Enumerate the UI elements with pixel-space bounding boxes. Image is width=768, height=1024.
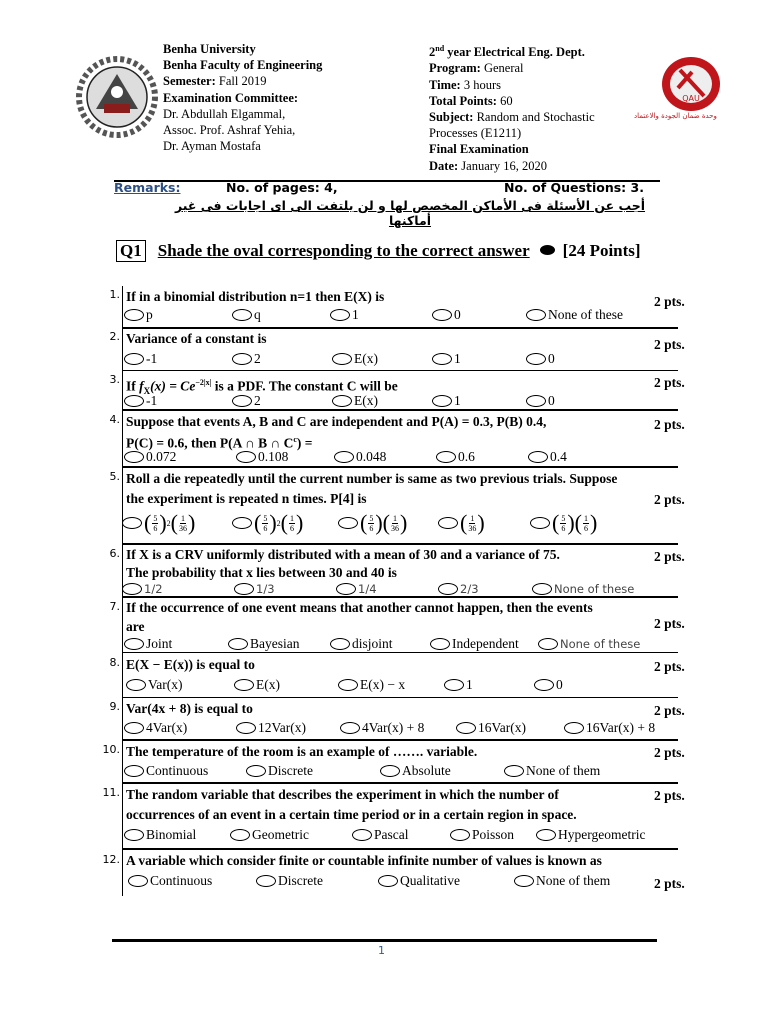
answer-option[interactable]: 2 bbox=[232, 393, 261, 409]
answer-oval[interactable] bbox=[444, 679, 464, 691]
question-text: If in a binomial distribution n=1 then E(X) is bbox=[126, 289, 385, 304]
answer-oval[interactable] bbox=[236, 722, 256, 734]
answer-oval[interactable] bbox=[124, 395, 144, 407]
answer-oval[interactable] bbox=[564, 722, 584, 734]
university-name: Benha University bbox=[163, 42, 256, 56]
answer-option[interactable]: Joint bbox=[124, 636, 172, 652]
answer-oval[interactable] bbox=[124, 353, 144, 365]
answer-oval[interactable] bbox=[432, 395, 452, 407]
question-text-line-2: are bbox=[126, 619, 145, 634]
answer-option[interactable]: -1 bbox=[124, 393, 157, 409]
answer-option[interactable]: 0.4 bbox=[528, 449, 567, 465]
subject: Subject: Random and Stochastic bbox=[429, 109, 595, 124]
answer-oval[interactable] bbox=[538, 638, 558, 650]
answer-oval[interactable] bbox=[234, 679, 254, 691]
question-text: If $f_X(x) = Ce^{-2|x|}$ is a PDF. The constant C will be bbox=[126, 378, 398, 397]
answer-option[interactable]: Pascal bbox=[352, 827, 409, 843]
answer-option[interactable]: Bayesian bbox=[228, 636, 300, 652]
answer-option[interactable]: disjoint bbox=[330, 636, 393, 652]
answer-option[interactable]: q bbox=[232, 307, 261, 323]
answer-oval[interactable] bbox=[246, 765, 266, 777]
answer-oval[interactable] bbox=[232, 353, 252, 365]
question-number: 5. bbox=[109, 470, 120, 483]
answer-oval[interactable] bbox=[234, 583, 254, 595]
header-right bbox=[429, 41, 595, 174]
answer-option[interactable]: None of these bbox=[526, 307, 623, 323]
answer-option[interactable]: p bbox=[124, 307, 153, 323]
answer-option[interactable]: 1 bbox=[330, 307, 359, 323]
question-number: 1. bbox=[109, 288, 120, 301]
question-text: Suppose that events A, B and C are independent and P(A) = 0.3, P(B) 0.4, bbox=[126, 414, 547, 429]
answer-option[interactable]: 2 bbox=[232, 351, 261, 367]
q1-title: Shade the oval corresponding to the correct answer bbox=[157, 241, 530, 260]
answer-oval[interactable] bbox=[438, 517, 458, 529]
answer-option[interactable]: None of them bbox=[504, 763, 600, 779]
question-number: 8. bbox=[109, 656, 120, 669]
q1-points: [24 Points] bbox=[562, 241, 641, 260]
answer-option[interactable]: Binomial bbox=[124, 827, 196, 843]
question-points: 2 pts. bbox=[654, 337, 685, 352]
question-points: 2 pts. bbox=[654, 549, 685, 564]
answer-oval[interactable] bbox=[338, 679, 358, 691]
total-points: Total Points: 60 bbox=[429, 93, 513, 108]
answer-option[interactable]: 0 bbox=[432, 307, 461, 323]
header-left bbox=[163, 41, 322, 154]
question-points: 2 pts. bbox=[654, 788, 685, 803]
footer-line bbox=[112, 939, 657, 942]
answer-oval[interactable] bbox=[230, 829, 250, 841]
answer-option[interactable]: 1 bbox=[444, 677, 473, 693]
answer-option[interactable]: ( $\frac{5}{6}$ ) ( $\frac{1}{36}$ ) bbox=[338, 512, 407, 534]
question-number: 2. bbox=[109, 330, 120, 343]
answer-oval[interactable] bbox=[536, 829, 556, 841]
committee-member: Dr. Ayman Mostafa bbox=[163, 139, 261, 154]
benha-university-logo bbox=[74, 54, 160, 140]
answer-oval[interactable] bbox=[332, 395, 352, 407]
filled-oval-icon bbox=[540, 245, 555, 255]
pages-count: No. of pages: 4, bbox=[226, 180, 338, 195]
remarks-label: Remarks: bbox=[114, 180, 181, 195]
subject-line-2: Processes (E1211) bbox=[429, 126, 522, 141]
answer-option[interactable]: 1 bbox=[432, 393, 461, 409]
answer-option[interactable]: E(x) − x bbox=[338, 677, 405, 693]
exam-date: Date: January 16, 2020 bbox=[429, 158, 548, 173]
exam-time: Time: 3 hours bbox=[429, 77, 501, 92]
faculty-name: Benha Faculty of Engineering bbox=[163, 58, 323, 73]
row-divider bbox=[122, 370, 678, 371]
answer-option[interactable]: E(x) bbox=[234, 677, 280, 693]
answer-option[interactable]: Poisson bbox=[450, 827, 514, 843]
answer-option[interactable]: 1/2 bbox=[122, 582, 163, 596]
answer-oval[interactable] bbox=[334, 451, 354, 463]
program: Program: General bbox=[429, 61, 524, 76]
row-divider bbox=[122, 466, 678, 468]
answer-option[interactable]: 0.048 bbox=[334, 449, 386, 465]
row-divider bbox=[122, 739, 678, 741]
row-divider bbox=[122, 848, 678, 850]
answer-option[interactable]: 0 bbox=[526, 393, 555, 409]
answer-oval[interactable] bbox=[256, 875, 276, 887]
answer-oval[interactable] bbox=[124, 451, 144, 463]
answer-oval[interactable] bbox=[436, 451, 456, 463]
question-points: 2 pts. bbox=[654, 492, 685, 507]
row-divider bbox=[122, 697, 678, 698]
answer-option[interactable]: -1 bbox=[124, 351, 157, 367]
semester: Semester: Fall 2019 bbox=[163, 74, 267, 89]
question-text-line-2: occurrences of an event in a certain time period or in a certain region in space. bbox=[126, 807, 577, 822]
answer-oval[interactable] bbox=[514, 875, 534, 887]
answer-option[interactable]: 0.108 bbox=[236, 449, 288, 465]
answer-option[interactable]: ( $\frac{5}{6}$ ) 2 ( $\frac{1}{6}$ ) bbox=[232, 512, 303, 534]
arabic-instructions: أجب عن الأسئلة فى الأماكن المخصص لها و لن يلتفت الى اى اجابات فى غير أماكنها bbox=[174, 198, 646, 228]
answer-option[interactable]: None of these bbox=[532, 582, 634, 596]
answer-option[interactable]: Discrete bbox=[256, 873, 323, 889]
question-number: 4. bbox=[109, 413, 120, 426]
answer-oval[interactable] bbox=[534, 679, 554, 691]
answer-option[interactable]: 16Var(x) bbox=[456, 720, 526, 736]
answer-oval[interactable] bbox=[124, 765, 144, 777]
answer-oval[interactable] bbox=[456, 722, 476, 734]
answer-oval[interactable] bbox=[232, 309, 252, 321]
answer-option[interactable]: Var(x) bbox=[126, 677, 182, 693]
answer-option[interactable]: 4Var(x) bbox=[124, 720, 187, 736]
answer-option[interactable]: 0.6 bbox=[436, 449, 475, 465]
question-points: 2 pts. bbox=[654, 417, 685, 432]
qau-badge-text: QAU bbox=[682, 94, 700, 103]
answer-oval[interactable] bbox=[330, 309, 350, 321]
answer-oval[interactable] bbox=[526, 353, 546, 365]
answer-oval[interactable] bbox=[378, 875, 398, 887]
answer-option[interactable]: Independent bbox=[430, 636, 519, 652]
answer-oval[interactable] bbox=[532, 583, 552, 595]
question-number: 12. bbox=[102, 853, 120, 866]
answer-oval[interactable] bbox=[122, 517, 142, 529]
question-points: 2 pts. bbox=[654, 616, 685, 631]
qau-logo bbox=[652, 54, 730, 134]
answer-option[interactable]: Discrete bbox=[246, 763, 313, 779]
answer-oval[interactable] bbox=[504, 765, 524, 777]
answer-oval[interactable] bbox=[228, 638, 248, 650]
answer-oval[interactable] bbox=[330, 638, 350, 650]
committee-label: Examination Committee: bbox=[163, 90, 299, 105]
answer-oval[interactable] bbox=[232, 395, 252, 407]
year-dept: 2nd year Electrical Eng. Dept. bbox=[429, 44, 585, 60]
qau-arabic-text: وحدة ضمان الجودة والاعتماد bbox=[634, 112, 717, 120]
answer-oval[interactable] bbox=[340, 722, 360, 734]
answer-option[interactable]: 16Var(x) + 8 bbox=[564, 720, 655, 736]
question-text-line-2: The probability that x lies between 30 and 40 is bbox=[126, 565, 397, 580]
answer-oval[interactable] bbox=[126, 679, 146, 691]
answer-oval[interactable] bbox=[432, 309, 452, 321]
answer-option[interactable]: 4Var(x) + 8 bbox=[340, 720, 424, 736]
answer-oval[interactable] bbox=[438, 583, 458, 595]
answer-oval[interactable] bbox=[352, 829, 372, 841]
answer-option[interactable]: Continuous bbox=[128, 873, 212, 889]
answer-oval[interactable] bbox=[528, 451, 548, 463]
answer-oval[interactable] bbox=[336, 583, 356, 595]
row-divider bbox=[122, 782, 678, 784]
answer-option[interactable]: Hypergeometric bbox=[536, 827, 645, 843]
answer-option[interactable]: E(x) bbox=[332, 351, 378, 367]
answer-option[interactable]: 0.072 bbox=[124, 449, 176, 465]
answer-option[interactable]: E(x) bbox=[332, 393, 378, 409]
answer-option[interactable]: 1/3 bbox=[234, 582, 275, 596]
answer-oval[interactable] bbox=[124, 722, 144, 734]
row-divider bbox=[122, 409, 678, 411]
answer-option[interactable]: Geometric bbox=[230, 827, 309, 843]
answer-oval[interactable] bbox=[124, 638, 144, 650]
question-text: Var(4x + 8) is equal to bbox=[126, 701, 253, 716]
question-number: 7. bbox=[109, 600, 120, 613]
answer-option[interactable]: 2/3 bbox=[438, 582, 479, 596]
answer-option[interactable]: 1/4 bbox=[336, 582, 377, 596]
answer-oval[interactable] bbox=[526, 309, 546, 321]
question-points: 2 pts. bbox=[654, 294, 685, 309]
q1-heading bbox=[116, 240, 641, 262]
question-text: The temperature of the room is an example of ……. variable. bbox=[126, 744, 478, 759]
question-text: A variable which consider finite or countable infinite number of values is known as bbox=[126, 853, 602, 868]
question-number: 10. bbox=[102, 743, 120, 756]
question-text-line-2: P(C) = 0.6, then P(A ∩ B ∩ $C^c$) = bbox=[126, 435, 313, 451]
question-number: 11. bbox=[102, 786, 120, 799]
question-points: 2 pts. bbox=[654, 659, 685, 674]
answer-option[interactable]: 0 bbox=[534, 677, 563, 693]
answer-oval[interactable] bbox=[526, 395, 546, 407]
answer-oval[interactable] bbox=[450, 829, 470, 841]
answer-option[interactable]: ( $\frac{1}{36}$ ) bbox=[438, 512, 485, 534]
question-text: If X is a CRV uniformly distributed with a mean of 30 and a variance of 75. bbox=[126, 547, 560, 562]
answer-oval[interactable] bbox=[432, 353, 452, 365]
answer-option[interactable]: Absolute bbox=[380, 763, 451, 779]
answer-option[interactable]: 0 bbox=[526, 351, 555, 367]
answer-oval[interactable] bbox=[128, 875, 148, 887]
answer-oval[interactable] bbox=[380, 765, 400, 777]
answer-oval[interactable] bbox=[332, 353, 352, 365]
question-number: 9. bbox=[109, 700, 120, 713]
question-text: E(X − E(x)) is equal to bbox=[126, 657, 255, 672]
page-number: 1 bbox=[378, 944, 385, 957]
answer-oval[interactable] bbox=[236, 451, 256, 463]
committee-member: Dr. Abdullah Elgammal, bbox=[163, 106, 286, 121]
answer-option[interactable]: None of these bbox=[538, 637, 640, 651]
answer-oval[interactable] bbox=[122, 583, 142, 595]
question-text: Roll a die repeatedly until the current number is same as two previous trials. Suppose bbox=[126, 471, 618, 486]
question-points: 2 pts. bbox=[654, 375, 685, 390]
answer-option[interactable]: None of them bbox=[514, 873, 610, 889]
question-number: 3. bbox=[109, 373, 120, 386]
answer-oval[interactable] bbox=[430, 638, 450, 650]
row-divider bbox=[122, 652, 678, 653]
final-exam-label: Final Examination bbox=[429, 142, 529, 157]
answer-oval[interactable] bbox=[124, 829, 144, 841]
q1-label: Q1 bbox=[116, 240, 146, 262]
answer-oval[interactable] bbox=[232, 517, 252, 529]
answer-option[interactable]: Continuous bbox=[124, 763, 208, 779]
answer-option[interactable]: 12Var(x) bbox=[236, 720, 306, 736]
committee-member: Assoc. Prof. Ashraf Yehia, bbox=[163, 123, 296, 138]
question-text-line-2: the experiment is repeated n times. P[4] is bbox=[126, 491, 367, 506]
answer-oval[interactable] bbox=[338, 517, 358, 529]
questions-count: No. of Questions: 3. bbox=[504, 180, 644, 195]
answer-oval[interactable] bbox=[530, 517, 550, 529]
question-text: Variance of a constant is bbox=[126, 331, 267, 346]
question-points: 2 pts. bbox=[654, 703, 685, 718]
answer-option[interactable]: ( $\frac{5}{6}$ ) 2 ( $\frac{1}{36}$ ) bbox=[122, 512, 195, 534]
answer-option[interactable]: 1 bbox=[432, 351, 461, 367]
question-points: 2 pts. bbox=[654, 745, 685, 760]
answer-oval[interactable] bbox=[124, 309, 144, 321]
question-points: 2 pts. bbox=[654, 876, 685, 891]
answer-option[interactable]: Qualitative bbox=[378, 873, 460, 889]
question-text: The random variable that describes the experiment in which the number of bbox=[126, 787, 559, 802]
question-number: 6. bbox=[109, 547, 120, 560]
answer-option[interactable]: ( $\frac{5}{6}$ ) ( $\frac{1}{6}$ ) bbox=[530, 512, 597, 534]
question-text: If the occurrence of one event means that another cannot happen, then the events bbox=[126, 600, 593, 615]
